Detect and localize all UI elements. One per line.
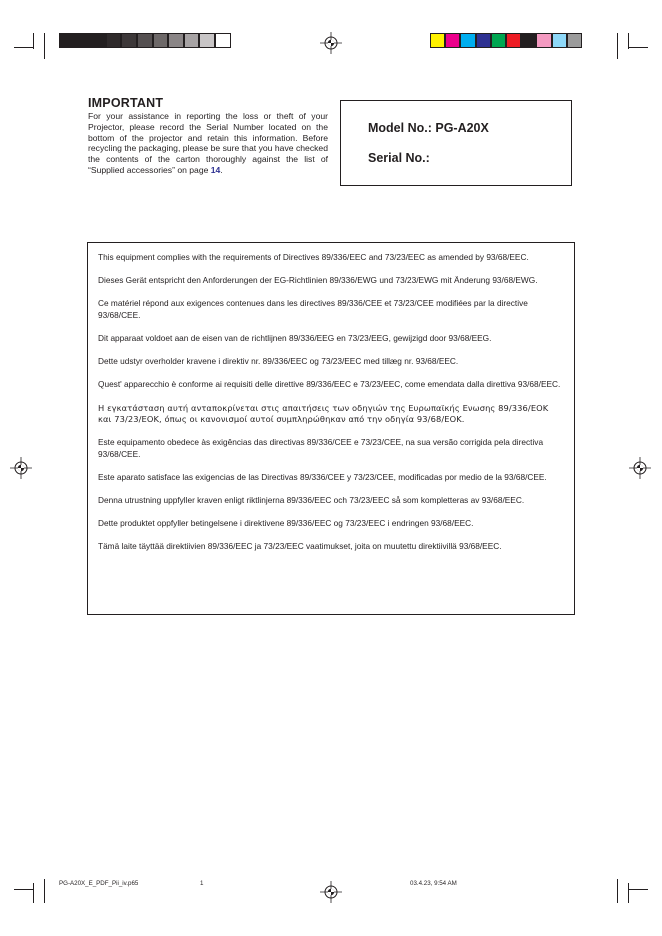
- important-body: [88, 111, 328, 176]
- color-swatch: [460, 33, 475, 48]
- color-swatch: [491, 33, 506, 48]
- directive-portuguese: Este equipamento obedece às exigências das directivas 89/336/CEE e 73/23/CEE, na sua versão corrigida pela directiva 93/68/CEE.: [98, 437, 544, 459]
- page-reference-link[interactable]: 14: [210, 164, 221, 175]
- registration-target-icon: [629, 457, 651, 479]
- gray-swatch: [184, 33, 200, 48]
- registration-target-icon: [320, 32, 342, 54]
- color-swatch: [430, 33, 445, 48]
- eu-directives-box: [87, 242, 575, 615]
- directive-english: This equipment complies with the requirements of Directives 89/336/EEC and 73/23/EEC as amended by 93/68/EEC.: [98, 252, 529, 262]
- gray-swatch: [137, 33, 153, 48]
- grayscale-calibration-bar: [59, 33, 231, 48]
- important-body-period: .: [220, 164, 223, 175]
- color-swatch: [552, 33, 567, 48]
- directive-german: Dieses Gerät entspricht den Anforderungen der EG-Richtlinien 89/336/EWG und 73/23/EWG mit Änderung 93/68/EWG.: [98, 275, 538, 286]
- color-swatch: [506, 33, 521, 48]
- footer-page-number: 1: [200, 880, 204, 887]
- gray-swatch: [59, 33, 75, 48]
- gray-swatch: [153, 33, 169, 48]
- color-swatch: [536, 33, 551, 48]
- model-serial-box: [340, 100, 572, 186]
- color-swatch: [521, 33, 536, 48]
- gray-swatch: [90, 33, 106, 48]
- directive-list: [98, 252, 564, 565]
- gray-swatch: [168, 33, 184, 48]
- footer-file-name: PG-A20X_E_PDF_Pii_iv.p65: [59, 880, 139, 887]
- directive-danish: Dette udstyr overholder kravene i direktiv nr. 89/336/EEC og 73/23/EEC med tillæg nr. 93/68/EEC.: [98, 356, 459, 367]
- model-number-label: Model No.: PG-A20X: [368, 121, 489, 135]
- registration-target-icon: [10, 457, 32, 479]
- directive-french: Ce matériel répond aux exigences contenues dans les directives 89/336/CEE et 73/23/CEE modifiées par la directive 93/68/CEE.: [98, 298, 528, 320]
- directive-swedish: Denna utrustning uppfyller kraven enligt riktlinjerna 89/336/EEC och 73/23/EEC så som kompletteras av 93/68/EEC.: [98, 495, 525, 506]
- gray-swatch: [199, 33, 215, 48]
- directive-italian: Quest' apparecchio è conforme ai requisiti delle direttive 89/336/EEC e 73/23/EEC, come emendata dalla direttiva 93/68/EEC.: [98, 379, 561, 390]
- footer-timestamp: 03.4.23, 9:54 AM: [410, 880, 457, 887]
- registration-target-icon: [320, 881, 342, 903]
- serial-number-label: Serial No.:: [368, 151, 430, 165]
- gray-swatch: [215, 33, 231, 48]
- important-heading: IMPORTANT: [88, 96, 164, 110]
- directive-norwegian: Dette produktet oppfyller betingelsene i direktivene 89/336/EEC og 73/23/EEC i endringen 93/68/EEC.: [98, 518, 474, 529]
- directive-spanish: Este aparato satisface las exigencias de las Directivas 89/336/CEE y 73/23/CEE, modificadas por medio de la 93/68/CEE.: [98, 471, 547, 482]
- directive-greek: Η εγκατάσταση αυτή ανταποκρίνεται στις απαιτήσεις των οδηγιών της Ευρωπαϊκής Ενωσης 89/336/ΕΟΚ και 73/23/ΕΟΚ, όπως οι κανονισμοί αυτοί συμπληρώθηκαν από την οδηγία 93/68/ΕΟΚ.: [98, 402, 549, 425]
- gray-swatch: [75, 33, 91, 48]
- important-body-text: For your assistance in reporting the loss or theft of your Projector, please record the Serial Number located on the bottom of the projector and retain this information. Before recycling the packaging, please be sure that you have checked the contents of the carton thoroughly against the list of “Supplied accessories” on page: [88, 111, 328, 175]
- color-calibration-bar: [430, 33, 582, 48]
- color-swatch: [445, 33, 460, 48]
- color-swatch: [567, 33, 582, 48]
- directive-dutch: Dit apparaat voldoet aan de eisen van de richtlijnen 89/336/EEG en 73/23/EEG, gewijzigd door 93/68/EEG.: [98, 333, 492, 344]
- directive-finnish: Tämä laite täyttää direktiivien 89/336/EEC ja 73/23/EEC vaatimukset, joita on muutettu direktiivillä 93/68/EEC.: [98, 541, 502, 552]
- gray-swatch: [106, 33, 122, 48]
- gray-swatch: [121, 33, 137, 48]
- color-swatch: [476, 33, 491, 48]
